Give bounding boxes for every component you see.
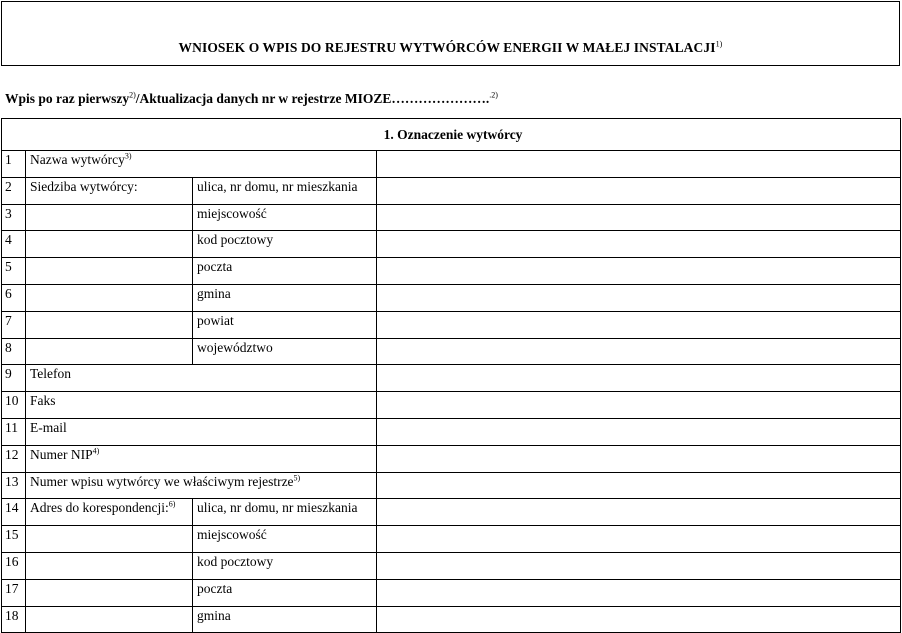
form-row [2, 445, 901, 472]
form-row [2, 338, 901, 365]
row-number: 2 [2, 177, 26, 204]
row-label-cell [26, 365, 377, 392]
form-title-box [1, 1, 900, 66]
row-label: Numer wpisu wytwórcy we właściwym rejestrze [30, 473, 294, 489]
form-title-footnote: 1) [715, 39, 723, 49]
row-value-field[interactable] [377, 338, 901, 365]
row-value-field[interactable] [377, 177, 901, 204]
form-row [2, 151, 901, 178]
row-sublabel: kod pocztowy [193, 231, 377, 258]
row-label: Telefon [30, 366, 72, 382]
form-row [2, 231, 901, 258]
row-number: 8 [2, 338, 26, 365]
row-value-field[interactable] [377, 579, 901, 606]
entry-type-line [5, 91, 498, 107]
form-row [2, 284, 901, 311]
form-row [2, 418, 901, 445]
row-number: 7 [2, 311, 26, 338]
row-footnote: 6) [168, 499, 176, 509]
first-entry-footnote: 2) [129, 90, 136, 100]
section-title: 1. Oznaczenie wytwórcy [2, 119, 901, 151]
row-sublabel: kod pocztowy [193, 552, 377, 579]
row-value-field[interactable] [377, 445, 901, 472]
row-sublabel: poczta [193, 579, 377, 606]
row-value-field[interactable] [377, 552, 901, 579]
section-header-row [2, 119, 901, 151]
row-label-cell [26, 284, 193, 311]
row-label-cell [26, 526, 193, 553]
row-label-cell [26, 472, 377, 499]
form-row [2, 526, 901, 553]
row-number: 5 [2, 258, 26, 285]
row-sublabel: województwo [193, 338, 377, 365]
row-number: 13 [2, 472, 26, 499]
form-title-text: WNIOSEK O WPIS DO REJESTRU WYTWÓRCÓW ENERGII W MAŁEJ INSTALACJI [178, 40, 716, 55]
row-footnote: 5) [293, 473, 301, 483]
row-label: E-mail [30, 419, 67, 435]
row-value-field[interactable] [377, 258, 901, 285]
row-sublabel: miejscowość [193, 204, 377, 231]
row-number: 17 [2, 579, 26, 606]
row-number: 9 [2, 365, 26, 392]
row-label-cell [26, 418, 377, 445]
row-number: 10 [2, 392, 26, 419]
row-value-field[interactable] [377, 365, 901, 392]
row-label-cell [26, 445, 377, 472]
row-value-field[interactable] [377, 311, 901, 338]
row-sublabel: ulica, nr domu, nr mieszkania [193, 177, 377, 204]
row-label: Numer NIP [30, 446, 93, 462]
row-number: 11 [2, 418, 26, 445]
first-entry-label: Wpis po raz pierwszy [5, 91, 130, 106]
form-row [2, 579, 901, 606]
form-row [2, 392, 901, 419]
form-row [2, 499, 901, 526]
row-value-field[interactable] [377, 151, 901, 178]
row-sublabel: powiat [193, 311, 377, 338]
form-row [2, 606, 901, 633]
row-label-cell [26, 552, 193, 579]
form-row [2, 204, 901, 231]
row-label: Faks [30, 393, 56, 409]
update-entry-footnote: .2) [489, 90, 498, 100]
row-footnote: 4) [92, 446, 100, 456]
row-label: Nazwa wytwórcy [30, 152, 125, 167]
row-value-field[interactable] [377, 418, 901, 445]
row-label-cell [26, 338, 193, 365]
row-sublabel: gmina [193, 606, 377, 633]
row-value-field[interactable] [377, 392, 901, 419]
row-label-cell [26, 392, 377, 419]
form-title [2, 40, 899, 56]
row-label: Siedziba wytwórcy: [30, 178, 138, 194]
row-label-cell [26, 151, 377, 178]
row-number: 16 [2, 552, 26, 579]
row-sublabel: poczta [193, 258, 377, 285]
form-row [2, 472, 901, 499]
row-number: 18 [2, 606, 26, 633]
row-sublabel: gmina [193, 284, 377, 311]
row-number: 4 [2, 231, 26, 258]
form-row [2, 258, 901, 285]
form-row [2, 552, 901, 579]
row-sublabel: ulica, nr domu, nr mieszkania [193, 499, 377, 526]
row-number: 6 [2, 284, 26, 311]
row-number: 3 [2, 204, 26, 231]
form-row [2, 311, 901, 338]
producer-form-table [1, 118, 901, 633]
row-value-field[interactable] [377, 472, 901, 499]
row-value-field[interactable] [377, 231, 901, 258]
row-number: 1 [2, 151, 26, 178]
row-number: 14 [2, 499, 26, 526]
row-number: 12 [2, 445, 26, 472]
row-footnote: 3) [124, 151, 132, 161]
row-label-cell [26, 499, 193, 526]
row-sublabel: miejscowość [193, 526, 377, 553]
row-label-cell [26, 606, 193, 633]
row-label-cell [26, 177, 193, 204]
form-row [2, 365, 901, 392]
row-label-cell [26, 231, 193, 258]
update-entry-label: /Aktualizacja danych nr w rejestrze MIOZE…………………. [135, 91, 490, 106]
row-label: Adres do korespondencji: [30, 500, 169, 516]
row-value-field[interactable] [377, 499, 901, 526]
form-row [2, 177, 901, 204]
row-value-field[interactable] [377, 606, 901, 633]
row-label-cell [26, 204, 193, 231]
row-label-cell [26, 311, 193, 338]
row-value-field[interactable] [377, 204, 901, 231]
row-label-cell [26, 258, 193, 285]
row-number: 15 [2, 526, 26, 553]
row-label-cell [26, 579, 193, 606]
row-value-field[interactable] [377, 284, 901, 311]
row-value-field[interactable] [377, 526, 901, 553]
